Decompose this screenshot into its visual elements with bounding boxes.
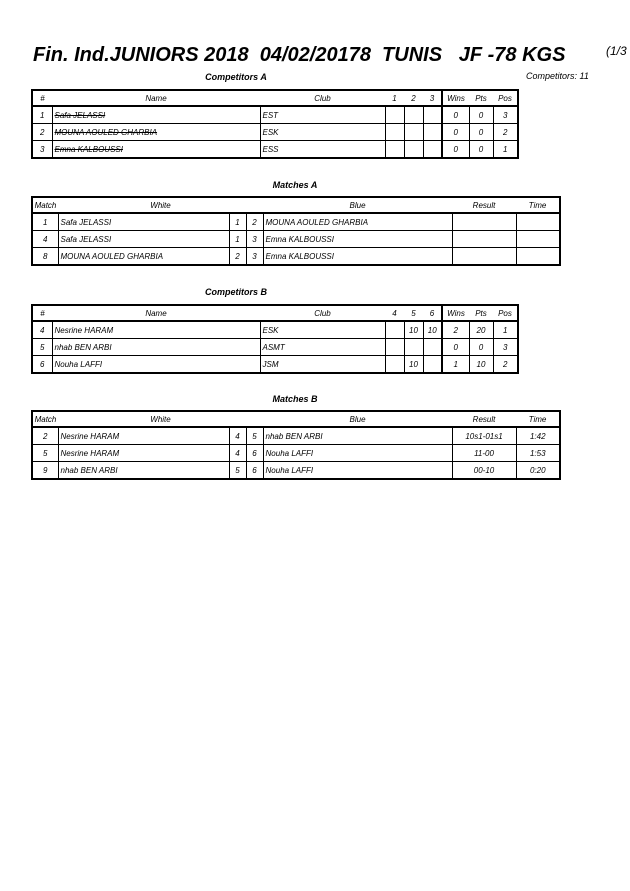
- match-result: [452, 248, 516, 266]
- col-header: #: [40, 93, 45, 103]
- result-cell: [423, 356, 442, 374]
- competitor-number: 2: [32, 124, 52, 141]
- page-number: (1/3: [606, 44, 627, 58]
- pos-cell: 2: [493, 124, 518, 141]
- white-number: 5: [229, 462, 246, 480]
- match-number: 2: [32, 427, 58, 445]
- wins-cell: 0: [442, 106, 469, 124]
- white-competitor: Nesrine HARAM: [58, 445, 229, 462]
- competitor-number: 3: [32, 141, 52, 159]
- col-header: 6: [429, 308, 435, 318]
- col-header: Match: [34, 200, 57, 210]
- match-time: [516, 231, 560, 248]
- competitor-name: Emna KALBOUSSI: [52, 141, 260, 159]
- matches-b-title: Matches B: [272, 394, 318, 404]
- col-header: Pos: [498, 93, 512, 103]
- result-cell: [385, 106, 404, 124]
- competitors-b-table: [31, 304, 519, 374]
- blue-competitor: Emna KALBOUSSI: [263, 231, 452, 248]
- col-header: 2: [411, 93, 416, 103]
- col-header: Wins: [442, 305, 469, 321]
- pts-cell: 0: [469, 141, 493, 159]
- blue-number: 6: [246, 462, 263, 480]
- matches-a-title: Matches A: [272, 180, 318, 190]
- pts-cell: 0: [469, 339, 493, 356]
- white-competitor: MOUNA AOULED GHARBIA: [58, 248, 229, 266]
- table-row: [32, 106, 518, 124]
- match-result: 11-00: [452, 445, 516, 462]
- white-number: 2: [229, 248, 246, 266]
- result-cell: [385, 356, 404, 374]
- match-result: [452, 231, 516, 248]
- result-cell: [423, 141, 442, 159]
- result-cell: [404, 141, 423, 159]
- match-number: 1: [32, 213, 58, 231]
- blue-competitor: nhab BEN ARBI: [263, 427, 452, 445]
- pts-cell: 20: [469, 321, 493, 339]
- match-number: 5: [32, 445, 58, 462]
- match-time: 1:42: [516, 427, 560, 445]
- pos-cell: 1: [493, 141, 518, 159]
- table-row: [32, 445, 560, 462]
- competitor-club: ESS: [260, 141, 385, 159]
- col-header: Time: [528, 414, 547, 424]
- competitor-club: ESK: [260, 124, 385, 141]
- pos-cell: 3: [493, 106, 518, 124]
- match-time: [516, 248, 560, 266]
- col-header: Pos: [498, 308, 512, 318]
- match-number: 8: [32, 248, 58, 266]
- col-header: Wins: [442, 90, 469, 106]
- blue-competitor: Nouha LAFFI: [263, 462, 452, 480]
- col-header: Result: [472, 200, 496, 210]
- table-row: [32, 124, 518, 141]
- result-cell: [385, 141, 404, 159]
- col-header: Blue: [349, 414, 366, 424]
- pos-cell: 2: [493, 356, 518, 374]
- result-cell: 10: [404, 321, 423, 339]
- wins-cell: 2: [442, 321, 469, 339]
- blue-competitor: Nouha LAFFI: [263, 445, 452, 462]
- col-header: Pts: [475, 93, 487, 103]
- competitors-a-table: [31, 89, 519, 159]
- blue-number: 3: [246, 231, 263, 248]
- col-header: Time: [528, 200, 547, 210]
- col-header: 5: [411, 308, 416, 318]
- result-cell: [404, 124, 423, 141]
- table-row: [32, 231, 560, 248]
- competitor-club: JSM: [260, 356, 385, 374]
- competitor-number: 6: [32, 356, 52, 374]
- competitors-a-title: Competitors A: [205, 72, 267, 82]
- competitor-number: 5: [32, 339, 52, 356]
- competitor-club: ESK: [260, 321, 385, 339]
- white-number: 1: [229, 213, 246, 231]
- competitors-b-title: Competitors B: [204, 287, 267, 297]
- match-time: 1:53: [516, 445, 560, 462]
- table-row: [32, 356, 518, 374]
- blue-number: 6: [246, 445, 263, 462]
- competitor-club: EST: [260, 106, 385, 124]
- result-cell: [385, 321, 404, 339]
- matches-a-table: [31, 196, 561, 266]
- table-row: [32, 213, 560, 231]
- pts-cell: 0: [469, 106, 493, 124]
- pts-cell: 0: [469, 124, 493, 141]
- matches-b-table: [31, 410, 561, 480]
- pos-cell: 3: [493, 339, 518, 356]
- col-header: Result: [472, 414, 496, 424]
- result-cell: [423, 106, 442, 124]
- match-time: [516, 213, 560, 231]
- competitor-name: Safa JELASSI: [52, 106, 260, 124]
- match-result: 10s1-01s1: [452, 427, 516, 445]
- match-time: 0:20: [516, 462, 560, 480]
- competitor-name: MOUNA AOULED GHARBIA: [52, 124, 260, 141]
- wins-cell: 1: [442, 356, 469, 374]
- table-row: [32, 248, 560, 266]
- competitor-club: ASMT: [260, 339, 385, 356]
- col-header: 1: [392, 93, 397, 103]
- col-header: White: [150, 414, 171, 424]
- col-header: Club: [314, 93, 331, 103]
- table-row: [32, 462, 560, 480]
- result-cell: 10: [404, 356, 423, 374]
- pts-cell: 10: [469, 356, 493, 374]
- competitor-name: Nesrine HARAM: [52, 321, 260, 339]
- match-number: 9: [32, 462, 58, 480]
- competitor-number: 1: [32, 106, 52, 124]
- result-cell: [423, 124, 442, 141]
- col-header: 3: [429, 93, 435, 103]
- match-number: 4: [32, 231, 58, 248]
- white-competitor: Nesrine HARAM: [58, 427, 229, 445]
- competitor-name: nhab BEN ARBI: [52, 339, 260, 356]
- result-cell: [404, 106, 423, 124]
- competitor-number: 4: [32, 321, 52, 339]
- result-cell: [404, 339, 423, 356]
- table-row: [32, 141, 518, 159]
- table-row: [32, 427, 560, 445]
- blue-competitor: MOUNA AOULED GHARBIA: [263, 213, 452, 231]
- col-header: Club: [314, 308, 331, 318]
- col-header: #: [40, 308, 45, 318]
- col-header: Name: [145, 93, 167, 103]
- pos-cell: 1: [493, 321, 518, 339]
- result-cell: [385, 124, 404, 141]
- competitors-count: Competitors: 11: [526, 71, 589, 81]
- wins-cell: 0: [442, 141, 469, 159]
- col-header: White: [150, 200, 171, 210]
- result-cell: [423, 339, 442, 356]
- white-number: 1: [229, 231, 246, 248]
- wins-cell: 0: [442, 339, 469, 356]
- blue-number: 3: [246, 248, 263, 266]
- col-header: Match: [34, 414, 57, 424]
- match-result: 00-10: [452, 462, 516, 480]
- col-header: 4: [392, 308, 397, 318]
- wins-cell: 0: [442, 124, 469, 141]
- white-competitor: Safa JELASSI: [58, 231, 229, 248]
- result-cell: 10: [423, 321, 442, 339]
- competitor-name: Nouha LAFFI: [52, 356, 260, 374]
- blue-number: 2: [246, 213, 263, 231]
- blue-number: 5: [246, 427, 263, 445]
- white-number: 4: [229, 427, 246, 445]
- table-row: [32, 339, 518, 356]
- result-cell: [385, 339, 404, 356]
- col-header: Name: [145, 308, 167, 318]
- white-competitor: nhab BEN ARBI: [58, 462, 229, 480]
- col-header: Blue: [349, 200, 366, 210]
- white-competitor: Safa JELASSI: [58, 213, 229, 231]
- blue-competitor: Emna KALBOUSSI: [263, 248, 452, 266]
- table-row: [32, 321, 518, 339]
- white-number: 4: [229, 445, 246, 462]
- col-header: Pts: [475, 308, 487, 318]
- page-title: Fin. Ind.JUNIORS 2018 04/02/20178 TUNIS JF -78 KGS: [33, 44, 566, 66]
- match-result: [452, 213, 516, 231]
